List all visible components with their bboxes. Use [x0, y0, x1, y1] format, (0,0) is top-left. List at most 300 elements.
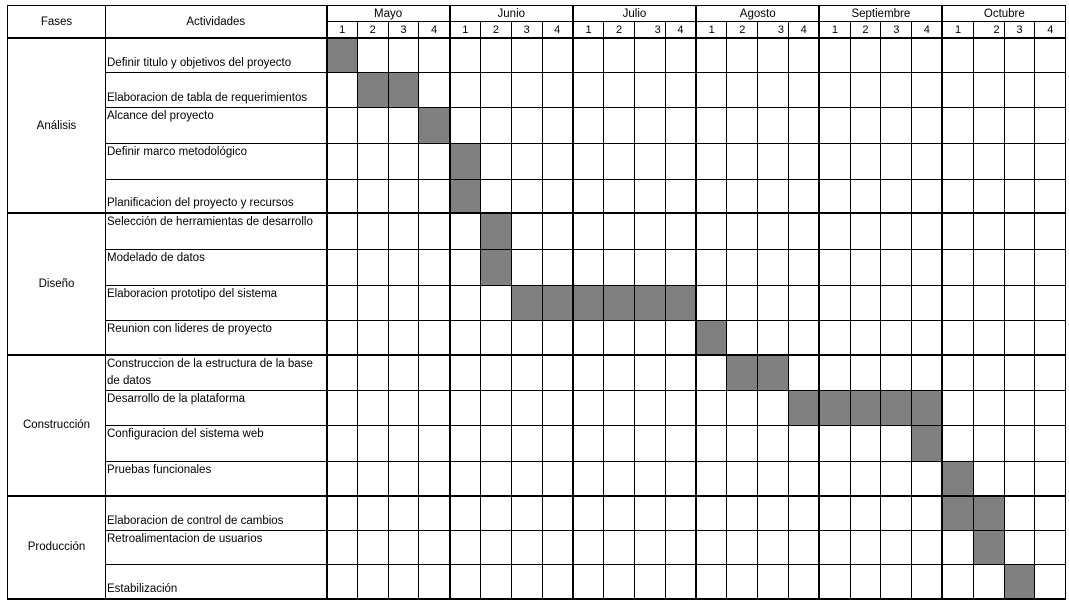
week-cell [696, 107, 727, 143]
week-cell [696, 565, 727, 599]
week-cell [819, 426, 850, 462]
week-cell [881, 179, 912, 213]
week-cell [850, 285, 881, 320]
week-cell [819, 496, 850, 531]
week-cell [388, 462, 419, 496]
week-cell [819, 285, 850, 320]
week-cell [912, 107, 943, 143]
week-cell [573, 565, 604, 599]
week-cell [942, 320, 973, 355]
week-cell [573, 38, 604, 72]
week-cell [850, 355, 881, 391]
week-header: 1 [696, 22, 727, 39]
week-cell [573, 213, 604, 249]
week-cell [665, 107, 696, 143]
week-cell [696, 72, 727, 107]
week-cell [788, 72, 819, 107]
week-cell [357, 462, 388, 496]
week-cell [388, 107, 419, 143]
gantt-chart-table [7, 5, 1066, 600]
month-header-julio: Julio [573, 6, 696, 22]
week-cell [604, 391, 635, 426]
week-cell [357, 285, 388, 320]
week-cell [480, 107, 511, 143]
month-header-octubre: Octubre [942, 6, 1065, 22]
week-cell [357, 143, 388, 179]
week-cell [419, 496, 450, 531]
week-cell [357, 320, 388, 355]
week-cell [696, 285, 727, 320]
week-cell [634, 107, 665, 143]
week-cell [542, 38, 573, 72]
week-cell [758, 249, 789, 285]
week-cell [604, 179, 635, 213]
scheduled-week-cell [788, 391, 819, 426]
week-cell [542, 462, 573, 496]
scheduled-week-cell [542, 285, 573, 320]
week-cell [573, 426, 604, 462]
week-cell [973, 107, 1004, 143]
scheduled-week-cell [604, 285, 635, 320]
week-cell [665, 72, 696, 107]
week-cell [727, 107, 758, 143]
week-cell [912, 285, 943, 320]
week-cell [604, 496, 635, 531]
week-cell [665, 38, 696, 72]
week-cell [634, 72, 665, 107]
week-cell [973, 213, 1004, 249]
scheduled-week-cell [973, 496, 1004, 531]
week-cell [1004, 107, 1035, 143]
phase-label: Diseño [8, 213, 106, 355]
week-cell [327, 285, 358, 320]
week-cell [665, 320, 696, 355]
activity-row [8, 72, 1066, 107]
week-cell [511, 72, 542, 107]
week-cell [942, 143, 973, 179]
week-header: 1 [450, 22, 481, 39]
week-cell [327, 391, 358, 426]
week-cell [1035, 391, 1066, 426]
week-cell [419, 531, 450, 565]
week-cell [357, 213, 388, 249]
week-cell [912, 38, 943, 72]
week-cell [819, 107, 850, 143]
week-cell [727, 38, 758, 72]
week-cell [480, 531, 511, 565]
activity-label: Reunion con lideres de proyecto [106, 320, 327, 355]
scheduled-week-cell [480, 249, 511, 285]
week-cell [357, 531, 388, 565]
week-cell [511, 38, 542, 72]
scheduled-week-cell [942, 496, 973, 531]
week-cell [357, 391, 388, 426]
week-cell [942, 426, 973, 462]
week-cell [388, 143, 419, 179]
week-cell [973, 565, 1004, 599]
week-cell [1004, 72, 1035, 107]
week-cell [727, 249, 758, 285]
week-cell [573, 72, 604, 107]
week-cell [788, 355, 819, 391]
week-cell [1035, 355, 1066, 391]
week-cell [850, 107, 881, 143]
week-cell [819, 143, 850, 179]
activity-row [8, 320, 1066, 355]
week-cell [912, 496, 943, 531]
week-cell [758, 320, 789, 355]
week-cell [357, 496, 388, 531]
week-cell [634, 496, 665, 531]
week-cell [542, 355, 573, 391]
week-cell [511, 179, 542, 213]
week-cell [942, 249, 973, 285]
week-cell [573, 179, 604, 213]
week-cell [696, 179, 727, 213]
week-cell [973, 285, 1004, 320]
month-header-junio: Junio [450, 6, 573, 22]
week-cell [634, 320, 665, 355]
week-cell [634, 213, 665, 249]
week-cell [573, 496, 604, 531]
week-cell [419, 179, 450, 213]
week-cell [542, 249, 573, 285]
week-cell [819, 355, 850, 391]
week-cell [788, 531, 819, 565]
week-cell [912, 462, 943, 496]
week-cell [542, 496, 573, 531]
activity-row [8, 249, 1066, 285]
activities-header: Actividades [106, 6, 327, 39]
week-cell [850, 320, 881, 355]
week-cell [912, 320, 943, 355]
week-cell [327, 143, 358, 179]
week-cell [819, 462, 850, 496]
week-cell [788, 213, 819, 249]
week-cell [388, 320, 419, 355]
week-cell [819, 320, 850, 355]
week-cell [758, 107, 789, 143]
week-cell [665, 426, 696, 462]
week-header: 2 [357, 22, 388, 39]
week-cell [788, 143, 819, 179]
week-cell [912, 143, 943, 179]
week-cell [450, 107, 481, 143]
week-cell [357, 179, 388, 213]
week-cell [1004, 249, 1035, 285]
week-cell [634, 531, 665, 565]
week-cell [850, 143, 881, 179]
week-cell [819, 565, 850, 599]
activity-label: Modelado de datos [106, 249, 327, 285]
activity-row [8, 426, 1066, 462]
week-cell [511, 391, 542, 426]
week-cell [604, 249, 635, 285]
week-cell [942, 179, 973, 213]
week-cell [973, 462, 1004, 496]
week-cell [573, 462, 604, 496]
activity-label: Retroalimentacion de usuarios [106, 531, 327, 565]
week-cell [634, 391, 665, 426]
week-cell [604, 320, 635, 355]
week-header: 3 [388, 22, 419, 39]
week-cell [480, 496, 511, 531]
week-cell [1035, 143, 1066, 179]
week-cell [973, 391, 1004, 426]
scheduled-week-cell [1004, 565, 1035, 599]
week-cell [511, 143, 542, 179]
week-cell [357, 38, 388, 72]
week-cell [1035, 531, 1066, 565]
week-cell [419, 213, 450, 249]
week-cell [1035, 249, 1066, 285]
week-header: 4 [912, 22, 943, 39]
week-cell [758, 565, 789, 599]
week-cell [450, 565, 481, 599]
week-cell [758, 213, 789, 249]
week-cell [1035, 496, 1066, 531]
week-cell [480, 179, 511, 213]
week-cell [727, 143, 758, 179]
week-cell [850, 179, 881, 213]
week-cell [419, 38, 450, 72]
week-cell [419, 462, 450, 496]
scheduled-week-cell [573, 285, 604, 320]
week-cell [573, 249, 604, 285]
week-cell [696, 391, 727, 426]
week-cell [819, 179, 850, 213]
week-cell [604, 72, 635, 107]
scheduled-week-cell [634, 285, 665, 320]
week-cell [1004, 426, 1035, 462]
week-cell [973, 38, 1004, 72]
week-cell [1004, 143, 1035, 179]
week-cell [480, 38, 511, 72]
week-header: 2 [727, 22, 758, 39]
week-cell [665, 391, 696, 426]
phase-label: Producción [8, 496, 106, 599]
week-cell [604, 565, 635, 599]
week-header: 1 [942, 22, 973, 39]
month-header-agosto: Agosto [696, 6, 819, 22]
week-header: 3 [758, 22, 789, 39]
week-cell [450, 213, 481, 249]
phase-label: Construcción [8, 355, 106, 496]
week-header: 3 [1004, 22, 1035, 39]
week-cell [480, 355, 511, 391]
week-header: 4 [665, 22, 696, 39]
week-cell [788, 496, 819, 531]
week-cell [542, 72, 573, 107]
activity-label: Elaboracion prototipo del sistema [106, 285, 327, 320]
week-cell [665, 462, 696, 496]
week-cell [1004, 320, 1035, 355]
week-cell [1035, 213, 1066, 249]
week-cell [634, 462, 665, 496]
week-cell [480, 426, 511, 462]
week-cell [665, 249, 696, 285]
week-cell [758, 285, 789, 320]
week-cell [511, 462, 542, 496]
week-cell [696, 426, 727, 462]
week-cell [573, 320, 604, 355]
activity-label: Construccion de la estructura de la base de datos [106, 355, 327, 391]
scheduled-week-cell [327, 38, 358, 72]
week-cell [388, 426, 419, 462]
week-cell [604, 426, 635, 462]
week-cell [604, 213, 635, 249]
week-cell [480, 320, 511, 355]
week-cell [450, 72, 481, 107]
week-cell [419, 426, 450, 462]
week-cell [727, 285, 758, 320]
scheduled-week-cell [819, 391, 850, 426]
scheduled-week-cell [480, 213, 511, 249]
week-cell [758, 179, 789, 213]
week-cell [480, 143, 511, 179]
week-cell [788, 179, 819, 213]
week-cell [727, 213, 758, 249]
scheduled-week-cell [357, 72, 388, 107]
week-cell [450, 531, 481, 565]
week-header: 3 [881, 22, 912, 39]
week-cell [450, 320, 481, 355]
week-cell [419, 355, 450, 391]
week-cell [665, 355, 696, 391]
phase-label: Análisis [8, 38, 106, 213]
week-cell [942, 213, 973, 249]
week-cell [542, 565, 573, 599]
week-cell [450, 355, 481, 391]
week-cell [942, 355, 973, 391]
week-cell [758, 462, 789, 496]
week-cell [727, 320, 758, 355]
week-cell [1004, 355, 1035, 391]
scheduled-week-cell [511, 285, 542, 320]
week-cell [573, 355, 604, 391]
week-cell [788, 285, 819, 320]
week-header: 1 [327, 22, 358, 39]
week-cell [1035, 320, 1066, 355]
week-cell [511, 426, 542, 462]
week-cell [727, 72, 758, 107]
phases-header: Fases [8, 6, 106, 39]
week-cell [881, 107, 912, 143]
week-cell [850, 462, 881, 496]
week-cell [942, 285, 973, 320]
week-cell [727, 462, 758, 496]
week-cell [1035, 565, 1066, 599]
week-cell [881, 249, 912, 285]
week-cell [542, 391, 573, 426]
week-cell [788, 565, 819, 599]
week-cell [727, 426, 758, 462]
week-cell [758, 531, 789, 565]
week-cell [788, 249, 819, 285]
activity-label: Estabilización [106, 565, 327, 599]
week-cell [1004, 391, 1035, 426]
week-cell [973, 249, 1004, 285]
week-cell [758, 72, 789, 107]
month-header-septiembre: Septiembre [819, 6, 942, 22]
week-cell [942, 72, 973, 107]
week-cell [327, 355, 358, 391]
week-cell [942, 531, 973, 565]
week-cell [357, 426, 388, 462]
scheduled-week-cell [758, 355, 789, 391]
week-cell [973, 355, 1004, 391]
week-cell [881, 320, 912, 355]
week-cell [450, 462, 481, 496]
week-cell [357, 249, 388, 285]
week-cell [388, 355, 419, 391]
week-cell [727, 391, 758, 426]
week-cell [696, 213, 727, 249]
week-cell [912, 355, 943, 391]
week-cell [881, 355, 912, 391]
week-cell [850, 249, 881, 285]
week-cell [634, 179, 665, 213]
week-cell [419, 143, 450, 179]
activity-label: Desarrollo de la plataforma [106, 391, 327, 426]
week-cell [819, 38, 850, 72]
week-cell [881, 462, 912, 496]
week-cell [788, 38, 819, 72]
week-cell [1035, 426, 1066, 462]
week-cell [388, 285, 419, 320]
week-cell [696, 462, 727, 496]
week-cell [388, 496, 419, 531]
week-cell [696, 249, 727, 285]
week-cell [973, 320, 1004, 355]
week-header: 2 [850, 22, 881, 39]
activity-row [8, 38, 1066, 72]
week-cell [665, 143, 696, 179]
week-cell [665, 496, 696, 531]
week-cell [327, 179, 358, 213]
week-cell [357, 565, 388, 599]
week-header: 2 [604, 22, 635, 39]
week-cell [604, 355, 635, 391]
week-cell [542, 531, 573, 565]
week-cell [511, 107, 542, 143]
scheduled-week-cell [912, 426, 943, 462]
week-cell [665, 213, 696, 249]
week-cell [511, 249, 542, 285]
scheduled-week-cell [696, 320, 727, 355]
week-cell [788, 107, 819, 143]
week-cell [1035, 72, 1066, 107]
week-cell [850, 38, 881, 72]
activity-row [8, 565, 1066, 599]
week-cell [573, 391, 604, 426]
week-cell [727, 496, 758, 531]
week-header: 4 [788, 22, 819, 39]
week-cell [1035, 285, 1066, 320]
week-cell [542, 320, 573, 355]
week-cell [912, 565, 943, 599]
week-header: 2 [480, 22, 511, 39]
week-cell [881, 38, 912, 72]
week-cell [419, 391, 450, 426]
week-header: 4 [1035, 22, 1066, 39]
month-header-mayo: Mayo [327, 6, 450, 22]
week-cell [327, 531, 358, 565]
week-header: 2 [973, 22, 1004, 39]
week-cell [388, 213, 419, 249]
week-cell [1004, 531, 1035, 565]
week-cell [511, 355, 542, 391]
